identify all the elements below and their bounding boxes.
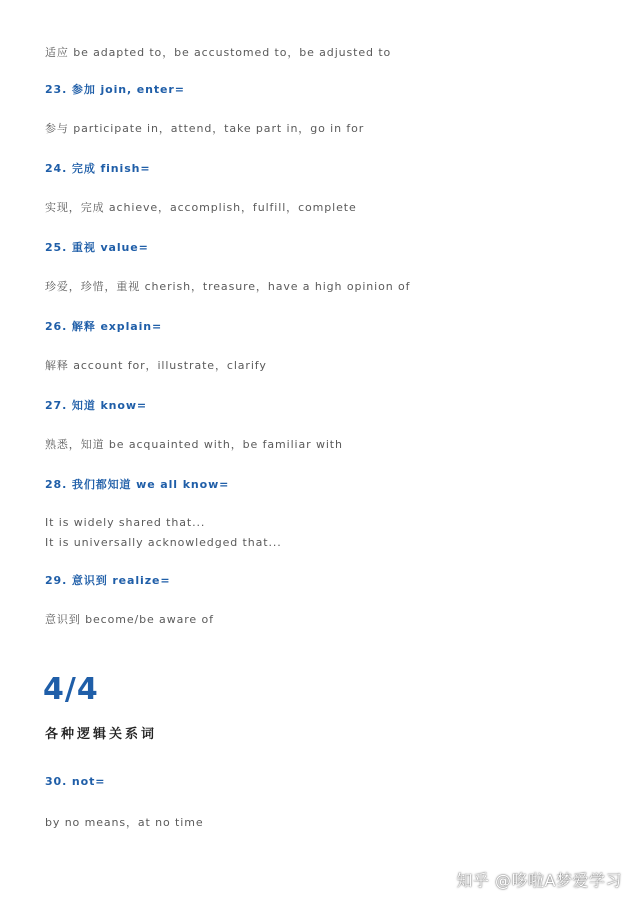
item-22-text: 适应 be adapted to，be accustomed to，be adjusted to [45, 46, 392, 59]
section-title: 各种逻辑关系词 [45, 727, 158, 742]
section-number: 4/4 [43, 672, 99, 707]
item-26-heading: 26. 解释 explain= [45, 320, 163, 333]
item-26-text: 解释 account for，illustrate，clarify [45, 359, 267, 372]
item-25-heading: 25. 重视 value= [45, 241, 149, 254]
item-29-text: 意识到 become/be aware of [45, 613, 214, 626]
item-27-text: 熟悉，知道 be acquainted with，be familiar with [45, 438, 343, 451]
watermark: 知乎 @哆啦A梦爱学习 [456, 871, 622, 890]
item-25-text: 珍爱，珍惜，重视 cherish，treasure，have a high opinion of [45, 280, 411, 293]
item-27-heading: 27. 知道 know= [45, 399, 148, 412]
item-29-heading: 29. 意识到 realize= [45, 574, 171, 587]
item-30-text: by no means，at no time [45, 816, 204, 829]
item-30-heading: 30. not= [45, 775, 106, 788]
item-28-text-1: It is widely shared that... [45, 516, 206, 529]
item-23-text: 参与 participate in，attend，take part in，go in for [45, 122, 365, 135]
item-24-heading: 24. 完成 finish= [45, 162, 151, 175]
item-28-heading: 28. 我们都知道 we all know= [45, 478, 230, 491]
item-24-text: 实现，完成 achieve，accomplish，fulfill，complete [45, 201, 357, 214]
item-28-text-2: It is universally acknowledged that... [45, 536, 282, 549]
item-23-heading: 23. 参加 join, enter= [45, 83, 185, 96]
